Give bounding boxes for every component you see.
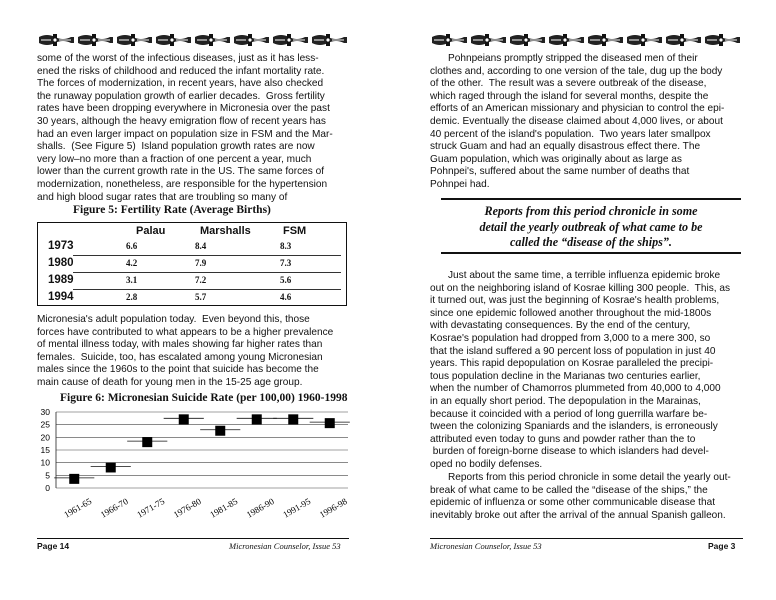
- text-line: Kosrae's population had dropped from 3,000 to a mere 300, so: [430, 332, 711, 344]
- fertility-row: [44, 291, 340, 309]
- text-line: Reports from this period chronicle in some detail the yearly out-: [448, 472, 731, 483]
- text-line: ened the risks of childhood and reduced the infant mortality rate.: [37, 65, 325, 77]
- text-line: demic. Eventually the disease claimed about 4,000 lives, or about: [430, 115, 723, 127]
- text-line: efforts of an American missionary and physician to control the epi-: [430, 103, 725, 115]
- fertility-col-palau: Palau: [136, 225, 166, 237]
- right-footer-issue: Micronesian Counselor, Issue 53: [430, 541, 542, 551]
- text-line: break of what came to be called the “disease of the ships,” the: [430, 484, 708, 496]
- text-line: 30 years, although the heavy emigration flow of recent years has: [37, 115, 326, 127]
- text-line: main cause of death for young men in the 15-25 age group.: [37, 376, 303, 388]
- text-line: that the island suffered a 90 percent loss of population in just 40: [430, 345, 716, 357]
- text-line: rates have been dropping everywhere in Micronesia over the past: [37, 103, 330, 115]
- fertility-value-fsm: 7.3: [280, 258, 292, 268]
- text-line: Pohnpeians promptly stripped the diseased men of their: [448, 53, 698, 64]
- left-body-paragraph-middle: [37, 314, 349, 390]
- fertility-divider: [73, 289, 341, 290]
- fertility-year: 1994: [48, 291, 74, 303]
- text-line: some of the worst of the infectious diseases, just as it has less-: [37, 53, 319, 64]
- y-tick-label: 15: [40, 445, 50, 455]
- figure6-title: Figure 6: Micronesian Suicide Rate (per 100,00) 1960-1998: [60, 392, 348, 404]
- text-line: out on the neighboring island of Kosrae killing 300 people. This, as: [430, 282, 731, 294]
- figure5-title: Figure 5: Fertility Rate (Average Births): [73, 204, 271, 216]
- text-line: The forces of modernization, in recent years, have also checked: [37, 78, 324, 90]
- pull-quote-line: detail the yearly outbreak of what came to be: [479, 219, 703, 234]
- data-marker: [215, 426, 225, 436]
- text-line: males since the 1960s to the point that suicide has become the: [37, 364, 319, 376]
- text-line: of the other. The result was a severe outbreak of the disease,: [430, 78, 707, 90]
- y-tick-label: 20: [40, 432, 50, 443]
- y-tick-label: 10: [40, 457, 50, 468]
- fertility-divider: [73, 255, 341, 256]
- text-line: Micronesia's adult population today. Even beyond this, those: [37, 314, 310, 325]
- fertility-value-marshalls: 7.2: [195, 275, 207, 285]
- text-line: in an equally short period. The depopulation in the Marainas,: [430, 395, 701, 407]
- x-tick-label: 1976-80: [171, 496, 203, 520]
- left-body-paragraph-top: [37, 53, 349, 204]
- y-tick-label: 0: [45, 483, 50, 493]
- fertility-year: 1973: [48, 240, 74, 252]
- data-marker: [179, 414, 189, 424]
- fertility-value-marshalls: 7.9: [195, 258, 207, 268]
- text-line: because it coincided with a period of long guerrilla warfare be-: [430, 408, 708, 420]
- fertility-value-marshalls: 8.4: [195, 241, 207, 251]
- text-line: and high blood sugar rates that are troubling so many of: [37, 191, 288, 203]
- left-footer-issue: Micronesian Counselor, Issue 53: [229, 541, 341, 551]
- text-line: burden of foreign-borne disease to which islanders had devel-: [430, 446, 709, 458]
- right-body-paragraph-middle: [430, 270, 743, 472]
- left-footer-rule: [37, 538, 349, 539]
- fertility-col-fsm: FSM: [283, 225, 307, 237]
- x-tick-label: 1996-98: [317, 496, 349, 520]
- right-footer-page-number: Page 3: [708, 541, 736, 551]
- text-line: Pohnpei had.: [430, 178, 490, 190]
- text-line: Pohnpei's, suffered about the same number of deaths that: [430, 166, 690, 178]
- y-tick-label: 25: [40, 419, 50, 430]
- fertility-year: 1989: [48, 274, 74, 286]
- suicide-rate-chart: [30, 404, 350, 534]
- text-line: tous population decline in the Marianas two centuries earlier,: [430, 370, 701, 382]
- text-line: inevitably broke out after the arrival of the annual Spanish galleon.: [430, 509, 726, 521]
- text-line: females. Suicide, too, has escalated among young Micronesian: [37, 351, 323, 363]
- fertility-value-fsm: 8.3: [280, 241, 292, 251]
- text-line: tween the colonizing Spaniards and the islanders, is erroneously: [430, 421, 718, 433]
- data-marker: [142, 437, 152, 447]
- text-line: clothes and, according to one version of the tale, dug up the body: [430, 65, 723, 77]
- text-line: 40 percent of the island's population. Two years later smallpox: [430, 128, 711, 140]
- text-line: forces have contributed to what appears to be a higher prevalence: [37, 326, 334, 338]
- text-line: the runaway population growth of earlier decades. Gross fertility: [37, 90, 325, 102]
- decorative-border-left: [37, 33, 349, 47]
- text-line: struck Guam and had an equally disastrous effect there. The: [430, 141, 701, 153]
- data-marker: [69, 474, 79, 484]
- fertility-value-marshalls: 5.7: [195, 292, 207, 302]
- text-line: oped no bodily defenses.: [430, 458, 543, 470]
- text-line: years. This rapid depopulation on Kosrae paralleled the precipi-: [430, 358, 714, 370]
- text-line: it turned out, was just the beginning of Kosrae's health problems,: [430, 295, 720, 307]
- fertility-divider: [73, 272, 341, 273]
- pull-quote-line: called the “disease of the ships”.: [510, 235, 672, 249]
- y-tick-label: 30: [40, 407, 50, 417]
- text-line: epidemic of influenza or some other communicable disease that: [430, 497, 716, 509]
- text-line: Guam population, which was originally about as large as: [430, 153, 682, 165]
- right-body-paragraph-top: [430, 53, 743, 192]
- fertility-table: [37, 222, 347, 306]
- data-marker: [288, 414, 298, 424]
- x-tick-label: 1981-85: [208, 496, 240, 520]
- fertility-value-palau: 2.8: [126, 292, 138, 302]
- left-footer-page-number: Page 14: [37, 541, 70, 551]
- y-tick-label: 5: [45, 470, 50, 481]
- text-line: lower than the current growth rate in the US. The same forces of: [37, 166, 325, 178]
- text-line: when the number of Chamorros plummeted from 40,000 to 4,000: [430, 383, 721, 395]
- fertility-value-palau: 3.1: [126, 275, 138, 285]
- text-line: modernization, nonetheless, are responsible for the hypertension: [37, 178, 328, 190]
- fertility-col-marshalls: Marshalls: [200, 225, 251, 237]
- right-body-paragraph-bottom: [430, 472, 743, 522]
- text-line: which raged through the island for several months, despite the: [430, 90, 709, 102]
- x-tick-label: 1986-90: [244, 496, 276, 520]
- x-tick-label: 1991-95: [281, 496, 313, 520]
- text-line: with devastating consequences. By the end of the century,: [430, 320, 691, 332]
- fertility-value-fsm: 4.6: [280, 292, 292, 302]
- x-tick-label: 1966-70: [98, 496, 130, 520]
- decorative-border-right: [430, 33, 743, 47]
- text-line: very low–no more than a fraction of one percent a year, much: [37, 153, 312, 165]
- text-line: of mental illness today, with males showing far higher rates than: [37, 339, 323, 351]
- text-line: attributed even today to guns and powder rather than the to: [430, 433, 696, 445]
- text-line: had an even larger impact on population size in FSM and the Mar-: [37, 128, 333, 140]
- text-line: since one epidemic followed another throughout the mid-1800s: [430, 307, 712, 319]
- fertility-value-palau: 6.6: [126, 241, 138, 251]
- right-footer-rule: [430, 538, 743, 539]
- data-marker: [252, 414, 262, 424]
- fertility-value-palau: 4.2: [126, 258, 138, 268]
- x-tick-label: 1961-65: [62, 496, 94, 520]
- fertility-value-fsm: 5.6: [280, 275, 292, 285]
- data-marker: [106, 462, 116, 472]
- pull-quote: [441, 198, 741, 254]
- pull-quote-line: Reports from this period chronicle in some: [484, 204, 698, 218]
- data-marker: [325, 418, 335, 428]
- text-line: shalls. (See Figure 5) Island population growth rates are now: [37, 141, 315, 153]
- x-tick-label: 1971-75: [135, 496, 167, 520]
- text-line: Just about the same time, a terrible influenza epidemic broke: [448, 270, 721, 281]
- fertility-year: 1980: [48, 257, 74, 269]
